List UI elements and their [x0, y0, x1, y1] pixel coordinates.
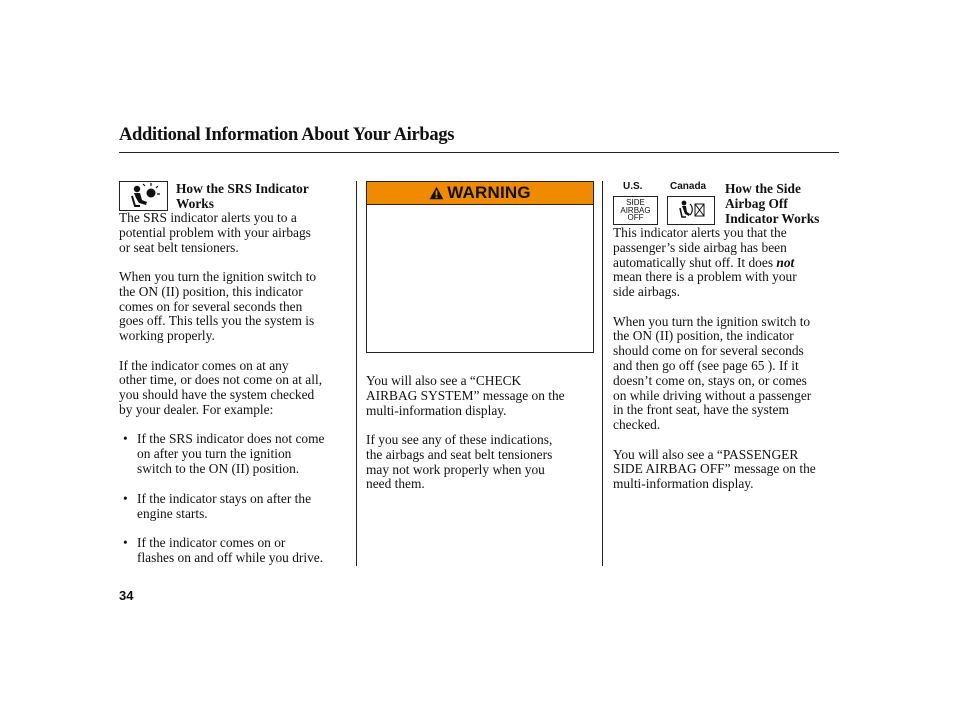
- text-line: You will also see a “CHECK: [366, 373, 522, 388]
- side-airbag-off-text: [620, 199, 650, 222]
- us-label: U.S.: [623, 181, 643, 192]
- col1-paragraph-3: [119, 359, 354, 418]
- text-line: other time, or does not come on at all,: [119, 372, 323, 388]
- text-line: comes on for several seconds then: [119, 298, 303, 314]
- side-airbag-off-canada-icon: [667, 196, 715, 225]
- bullet-dot: •: [123, 431, 128, 447]
- heading-line: Airbag Off: [725, 196, 788, 211]
- text-line: [613, 256, 845, 271]
- col2-paragraph-2: [366, 433, 598, 492]
- text-line: multi-information display.: [613, 476, 754, 492]
- text-line: the ON (II) position, this indicator: [119, 283, 303, 299]
- text-line: multi-information display.: [366, 402, 507, 418]
- text-line: mean there is a problem with your: [613, 269, 797, 285]
- text-line: passenger’s side airbag has been: [613, 239, 787, 255]
- text-line: you should have the system checked: [119, 387, 315, 403]
- list-item: [119, 432, 354, 476]
- heading-line: How the Side: [725, 181, 801, 196]
- col2-body: [366, 374, 598, 492]
- bullet-dot: •: [123, 535, 128, 551]
- column-divider-1: [356, 181, 357, 566]
- text-line: If the indicator comes on or: [137, 535, 286, 551]
- text-line: The SRS indicator alerts you to a: [119, 210, 297, 225]
- heading-line: Works: [176, 196, 214, 211]
- text-line: goes off. This tells you the system is: [119, 313, 315, 329]
- warning-box: [366, 181, 594, 353]
- text-line: side airbags.: [613, 284, 680, 300]
- text-line: working properly.: [119, 328, 215, 344]
- col3-paragraph-3: [613, 448, 845, 492]
- text-line: and then go off (see page 65 ). If it: [613, 357, 799, 373]
- icon-text-line: AIRBAG: [620, 205, 651, 215]
- text-line: by your dealer. For example:: [119, 401, 274, 417]
- side-airbag-heading: [725, 181, 819, 226]
- col1-body: [119, 211, 354, 566]
- text-line: When you turn the ignition switch to: [613, 313, 811, 329]
- warning-label: WARNING: [447, 183, 531, 202]
- side-airbag-off-symbol-icon: [668, 197, 714, 224]
- text-line: potential problem with your airbags: [119, 224, 311, 240]
- col2-paragraph-1: [366, 374, 598, 418]
- text-line: This indicator alerts you that the: [613, 225, 787, 240]
- title-rule: [119, 152, 839, 153]
- text-line: need them.: [366, 476, 425, 492]
- col3-paragraph-1: [613, 226, 845, 300]
- text-line: If the indicator stays on after the: [137, 490, 312, 506]
- text-line: When you turn the ignition switch to: [119, 268, 317, 284]
- heading-line: How the SRS Indicator: [176, 181, 309, 196]
- text-line: You will also see a “PASSENGER: [613, 446, 799, 462]
- text-segment: automatically shut off. It does: [613, 254, 777, 270]
- text-line: SIDE AIRBAG OFF” message on the: [613, 461, 816, 477]
- list-item: [119, 492, 354, 522]
- text-line: If the indicator comes on at any: [119, 357, 289, 373]
- text-line: flashes on and off while you drive.: [137, 550, 324, 566]
- srs-indicator-heading: [176, 181, 309, 211]
- text-line: switch to the ON (II) position.: [137, 460, 300, 476]
- text-line: If you see any of these indications,: [366, 431, 553, 447]
- side-airbag-off-us-icon: [613, 196, 658, 225]
- text-line: on while driving without a passenger: [613, 387, 812, 403]
- page-title: Additional Information About Your Airbags: [119, 125, 455, 145]
- text-line: in the front seat, have the system: [613, 402, 789, 418]
- col1-paragraph-1: [119, 211, 354, 255]
- text-line: checked.: [613, 417, 661, 433]
- heading-line: Indicator Works: [725, 211, 820, 226]
- icon-text-line: OFF: [627, 213, 644, 223]
- column-divider-2: [602, 181, 603, 566]
- warning-header: [367, 182, 593, 205]
- airbag-person-icon: [120, 182, 167, 210]
- text-line: or seat belt tensioners.: [119, 239, 239, 255]
- text-line: the airbags and seat belt tensioners: [366, 446, 553, 462]
- emphasis-not: not: [776, 254, 795, 270]
- bullet-dot: •: [123, 490, 128, 506]
- text-line: AIRBAG SYSTEM” message on the: [366, 387, 565, 403]
- icon-text-line: SIDE: [626, 198, 645, 208]
- list-item: [119, 536, 354, 566]
- canada-label: Canada: [670, 181, 707, 192]
- col3-body: [613, 226, 845, 492]
- text-line: engine starts.: [137, 505, 208, 521]
- text-line: on after you turn the ignition: [137, 446, 292, 462]
- text-line: may not work properly when you: [366, 461, 545, 477]
- srs-indicator-icon-box: [119, 181, 168, 211]
- col3-paragraph-2: [613, 315, 845, 433]
- warning-triangle-icon: [429, 186, 444, 200]
- text-line: doesn’t come on, stays on, or comes: [613, 372, 807, 388]
- text-line: should come on for several seconds: [613, 343, 804, 359]
- page-number: 34: [119, 588, 134, 603]
- text-line: If the SRS indicator does not come: [137, 431, 325, 447]
- text-line: the ON (II) position, the indicator: [613, 328, 794, 344]
- col1-paragraph-2: [119, 270, 354, 344]
